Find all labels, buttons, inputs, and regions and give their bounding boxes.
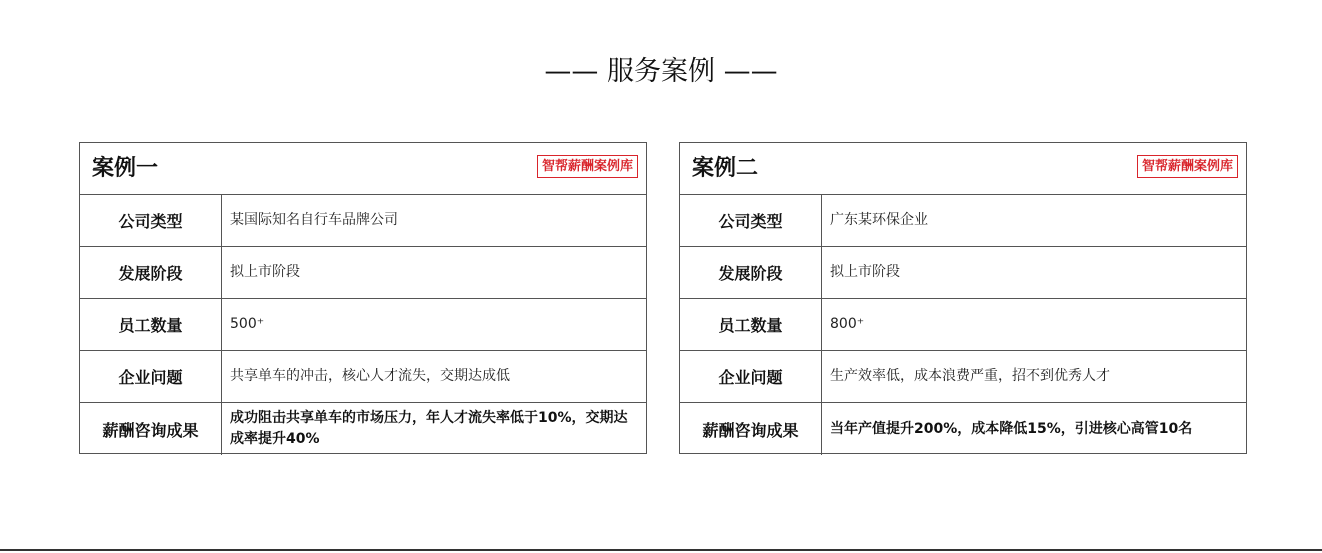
row-label: 薪酬咨询成果 [680, 403, 822, 455]
page-title: —— 服务案例 —— [544, 56, 778, 87]
row-label: 发展阶段 [680, 247, 822, 298]
row-employee-count [80, 299, 646, 351]
row-company-problem [680, 351, 1246, 403]
row-value: 成功阻击共享单车的市场压力，年人才流失率低于10%，交期达成率提升40% [230, 410, 628, 447]
bottom-divider [0, 549, 1322, 551]
row-company-type [80, 195, 646, 247]
case-card-2 [679, 142, 1247, 454]
case-card-header [80, 143, 646, 195]
row-employee-count [680, 299, 1246, 351]
case-library-stamp: 智帮薪酬案例库 [537, 155, 638, 178]
row-label: 薪酬咨询成果 [80, 403, 222, 455]
case-card-header [680, 143, 1246, 195]
row-value: 800⁺ [830, 316, 865, 332]
row-consulting-result [80, 403, 646, 455]
row-label: 员工数量 [680, 299, 822, 350]
row-value: 拟上市阶段 [230, 264, 300, 280]
row-value: 广东某环保企业 [830, 212, 928, 228]
row-label: 企业问题 [680, 351, 822, 402]
row-label: 发展阶段 [80, 247, 222, 298]
row-label: 公司类型 [80, 195, 222, 246]
case-title: 案例二 [692, 156, 759, 181]
row-development-stage [80, 247, 646, 299]
row-development-stage [680, 247, 1246, 299]
case-card-1 [79, 142, 647, 454]
row-value: 当年产值提升200%，成本降低15%，引进核心高管10名 [830, 420, 1193, 437]
case-title: 案例一 [92, 156, 159, 181]
row-value: 拟上市阶段 [830, 264, 900, 280]
row-value: 共享单车的冲击，核心人才流失，交期达成低 [230, 368, 510, 384]
row-label: 员工数量 [80, 299, 222, 350]
case-library-stamp: 智帮薪酬案例库 [1137, 155, 1238, 178]
row-company-type [680, 195, 1246, 247]
row-consulting-result [680, 403, 1246, 455]
row-label: 公司类型 [680, 195, 822, 246]
row-company-problem [80, 351, 646, 403]
row-value: 某国际知名自行车品牌公司 [230, 212, 398, 228]
row-value: 生产效率低，成本浪费严重，招不到优秀人才 [830, 368, 1110, 384]
row-label: 企业问题 [80, 351, 222, 402]
row-value: 500⁺ [230, 316, 265, 332]
